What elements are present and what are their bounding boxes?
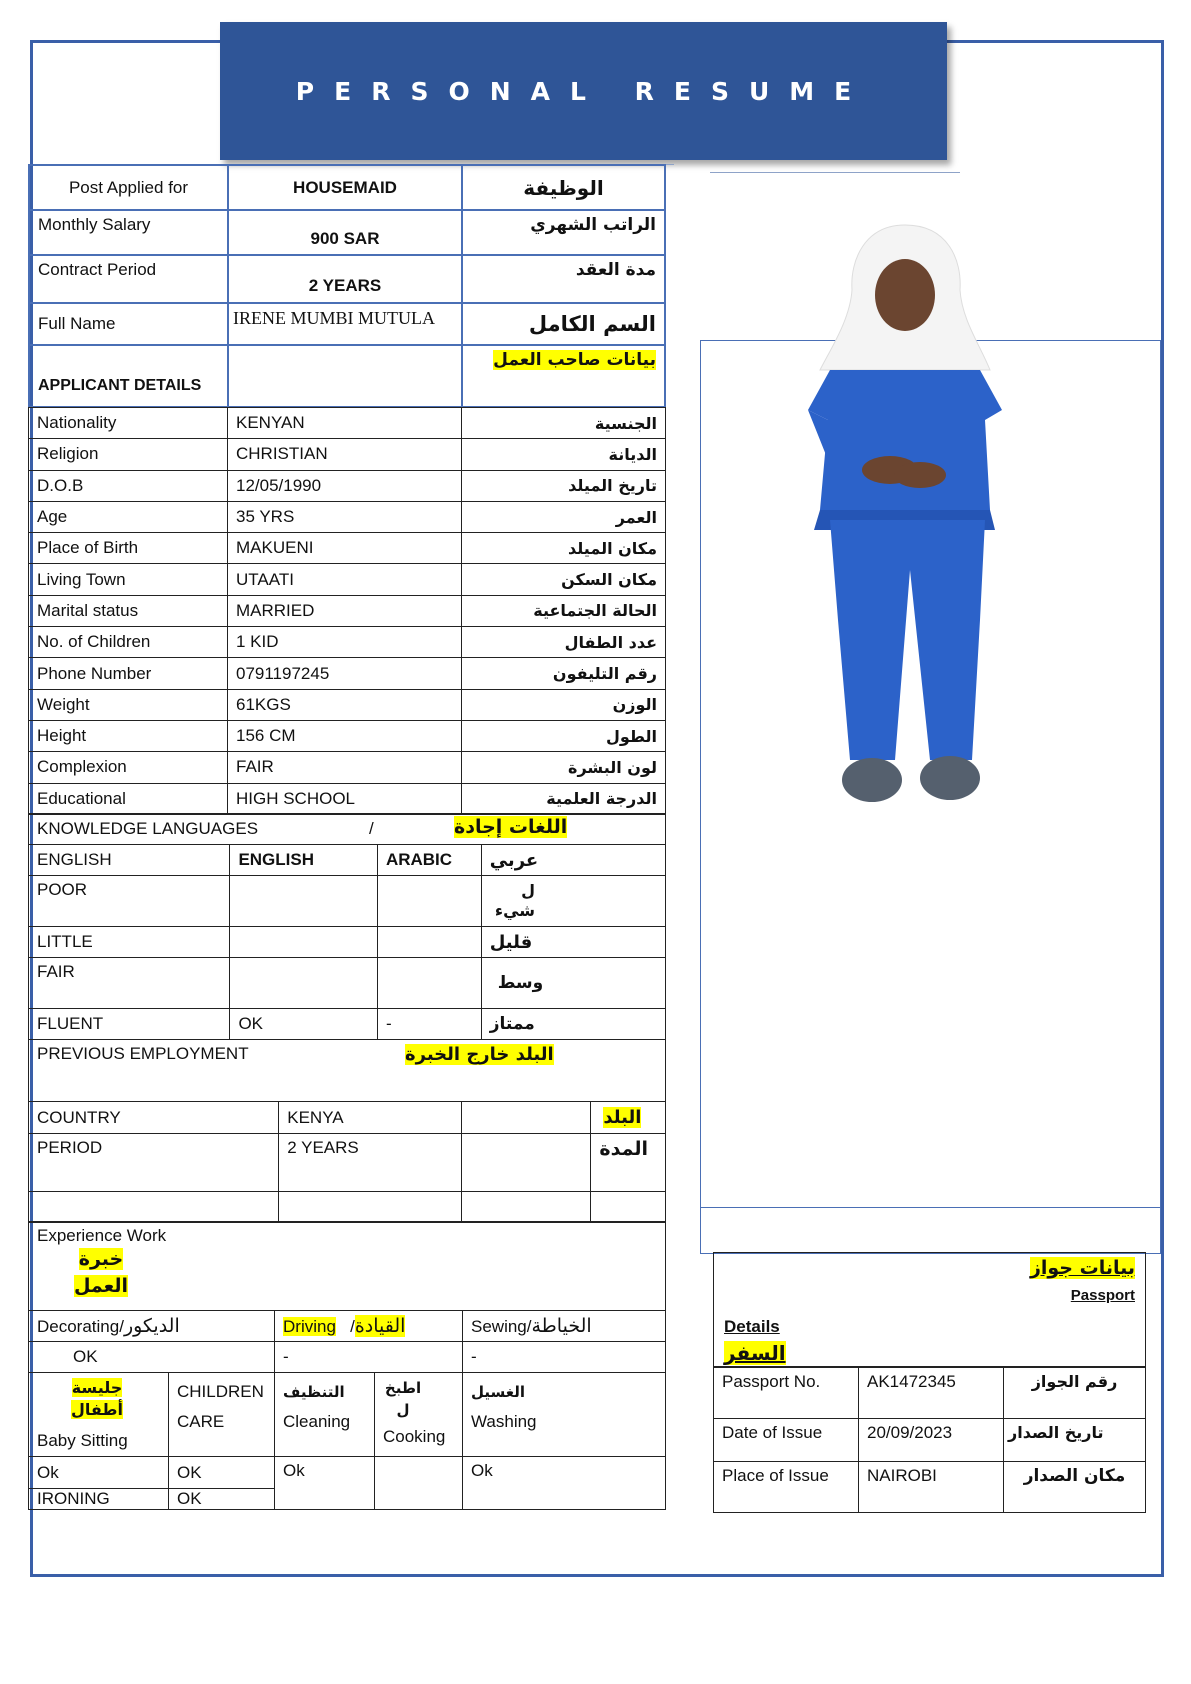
lang-arabic bbox=[377, 876, 481, 927]
lang-level: FAIR bbox=[29, 958, 230, 1009]
divider bbox=[710, 172, 960, 173]
skill-ar: الخياطة bbox=[531, 1315, 592, 1337]
header-arabic: الوظيفة bbox=[462, 165, 665, 210]
header-label: Monthly Salary bbox=[29, 210, 228, 255]
detail-label: Age bbox=[29, 501, 228, 532]
skill-ar: الديكور bbox=[123, 1315, 180, 1337]
skill-en: Sewing/ bbox=[471, 1317, 532, 1336]
lang-en bbox=[230, 876, 378, 927]
table-row bbox=[29, 845, 666, 876]
table-row bbox=[714, 1419, 1146, 1462]
applicant-photo bbox=[790, 220, 1020, 820]
lang-arabic: - bbox=[377, 1009, 481, 1040]
task-ar: جليسة أطفال bbox=[71, 1378, 123, 1419]
applicant-details-ar: بيانات صاحب العمل bbox=[493, 350, 656, 370]
detail-value: FAIR bbox=[228, 752, 462, 783]
languages-title: KNOWLEDGE LANGUAGES bbox=[37, 819, 259, 838]
passport-title-en: Passport bbox=[1070, 1287, 1135, 1304]
passport-header bbox=[713, 1252, 1146, 1367]
task-ar: اطبخ ل bbox=[384, 1379, 422, 1419]
detail-value: CHRISTIAN bbox=[228, 439, 462, 470]
passport-table bbox=[713, 1367, 1146, 1513]
detail-value: 61KGS bbox=[228, 689, 462, 720]
languages-sep: / bbox=[369, 819, 374, 838]
detail-value: 0791197245 bbox=[228, 658, 462, 689]
lang-level: FLUENT bbox=[29, 1009, 230, 1040]
employment-title-cell bbox=[29, 1040, 666, 1102]
table-row bbox=[29, 1373, 666, 1457]
skill-driving bbox=[275, 1311, 463, 1342]
detail-arabic: الطول bbox=[462, 720, 666, 751]
detail-label: Marital status bbox=[29, 595, 228, 626]
header-arabic bbox=[462, 345, 665, 407]
detail-label: Living Town bbox=[29, 564, 228, 595]
header-value: HOUSEMAID bbox=[228, 165, 462, 210]
languages-title-cell bbox=[29, 814, 666, 845]
table-row bbox=[29, 876, 666, 927]
detail-label: Height bbox=[29, 720, 228, 751]
lang-header: ARABIC bbox=[377, 845, 481, 876]
details-table bbox=[28, 407, 666, 815]
table-row bbox=[29, 533, 666, 564]
header-table bbox=[28, 164, 666, 408]
empty-cell bbox=[29, 1192, 279, 1223]
full-name-value: IRENE MUMBI MUTULA bbox=[228, 303, 462, 345]
header-arabic: الراتب الشهري bbox=[462, 210, 665, 255]
page-title: PERSONAL RESUME bbox=[295, 76, 872, 106]
header-arabic: السم الكامل bbox=[462, 303, 665, 345]
employment-title-ar: البلد خارج الخبرة bbox=[405, 1044, 554, 1065]
lang-ar: وسط bbox=[481, 958, 665, 1009]
header-arabic: مدة العقد bbox=[462, 255, 665, 303]
task-value: Ok bbox=[463, 1457, 666, 1510]
detail-label: Educational bbox=[29, 783, 228, 814]
detail-label: Complexion bbox=[29, 752, 228, 783]
table-row bbox=[29, 470, 666, 501]
skill-value: OK bbox=[29, 1342, 275, 1373]
passport-value: 20/09/2023 bbox=[859, 1419, 1004, 1462]
lang-arabic bbox=[377, 958, 481, 1009]
task-label bbox=[29, 1489, 169, 1510]
header-value bbox=[228, 345, 462, 407]
photo-caption-box bbox=[700, 1206, 1161, 1254]
task-ar: الغسيل bbox=[471, 1383, 526, 1401]
detail-arabic: الوزن bbox=[462, 689, 666, 720]
table-row bbox=[29, 958, 666, 1009]
detail-value: KENYAN bbox=[228, 408, 462, 439]
task-value bbox=[169, 1489, 275, 1510]
detail-value: 156 CM bbox=[228, 720, 462, 751]
detail-arabic: عدد الطفال bbox=[462, 627, 666, 658]
table-row bbox=[29, 658, 666, 689]
employment-table bbox=[28, 1039, 666, 1223]
employment-ar: المدة bbox=[591, 1134, 666, 1192]
detail-arabic: العمر bbox=[462, 501, 666, 532]
task-en: CHILDREN bbox=[177, 1382, 264, 1401]
detail-label: Nationality bbox=[29, 408, 228, 439]
experience-title-cell bbox=[29, 1222, 666, 1311]
table-row bbox=[29, 1311, 666, 1342]
table-row bbox=[29, 303, 665, 345]
skill-value: - bbox=[463, 1342, 666, 1373]
detail-label: Place of Birth bbox=[29, 533, 228, 564]
lang-ar: ممتاز bbox=[481, 1009, 665, 1040]
detail-label: Weight bbox=[29, 689, 228, 720]
header-value: 900 SAR bbox=[228, 210, 462, 255]
empty-cell bbox=[462, 1134, 591, 1192]
table-row bbox=[29, 1134, 666, 1192]
header-label: Full Name bbox=[29, 303, 228, 345]
detail-label: Religion bbox=[29, 439, 228, 470]
table-row bbox=[29, 165, 665, 210]
task-en: IRONING bbox=[37, 1489, 110, 1508]
employment-value: 2 YEARS bbox=[279, 1134, 462, 1192]
table-row bbox=[29, 501, 666, 532]
detail-arabic: الدرجة العلمية bbox=[462, 783, 666, 814]
detail-value: MARRIED bbox=[228, 595, 462, 626]
employment-ar-cell bbox=[591, 1102, 666, 1134]
passport-ar: رقم الجواز bbox=[1004, 1368, 1146, 1419]
table-row bbox=[29, 595, 666, 626]
title-banner bbox=[220, 22, 947, 160]
detail-value: 1 KID bbox=[228, 627, 462, 658]
table-row bbox=[29, 1040, 666, 1102]
lang-header-ar: عربي bbox=[481, 845, 665, 876]
detail-label: D.O.B bbox=[29, 470, 228, 501]
table-row bbox=[29, 1457, 666, 1489]
table-row bbox=[29, 439, 666, 470]
task-value: OK bbox=[169, 1457, 275, 1489]
detail-value: 12/05/1990 bbox=[228, 470, 462, 501]
detail-label: No. of Children bbox=[29, 627, 228, 658]
empty-cell bbox=[462, 1192, 591, 1223]
task-value bbox=[375, 1457, 463, 1510]
detail-arabic: مكان الميلد bbox=[462, 533, 666, 564]
task-children bbox=[169, 1373, 275, 1457]
table-row bbox=[29, 1222, 666, 1311]
table-row bbox=[29, 783, 666, 814]
detail-value: UTAATI bbox=[228, 564, 462, 595]
passport-safar: السفر bbox=[724, 1341, 786, 1365]
passport-label: Place of Issue bbox=[714, 1462, 859, 1513]
table-row bbox=[29, 564, 666, 595]
detail-value: 35 YRS bbox=[228, 501, 462, 532]
task-cooking bbox=[375, 1373, 463, 1457]
detail-arabic: مكان السكن bbox=[462, 564, 666, 595]
task-en: CARE bbox=[177, 1412, 225, 1431]
skill-en: Decorating/ bbox=[37, 1317, 124, 1336]
task-en: Cooking bbox=[383, 1427, 446, 1446]
table-row bbox=[714, 1462, 1146, 1513]
lang-en bbox=[230, 927, 378, 958]
header-label: APPLICANT DETAILS bbox=[29, 345, 228, 407]
table-row bbox=[29, 927, 666, 958]
skill-sep: / bbox=[350, 1317, 355, 1336]
table-row bbox=[29, 1192, 666, 1223]
task-baby bbox=[29, 1373, 169, 1457]
task-value: Ok bbox=[275, 1457, 375, 1510]
skill-value: - bbox=[275, 1342, 463, 1373]
table-row bbox=[29, 408, 666, 439]
lang-header: ENGLISH bbox=[29, 845, 230, 876]
table-row bbox=[29, 720, 666, 751]
lang-en: OK bbox=[230, 1009, 378, 1040]
passport-title-ar: بيانات جواز bbox=[1029, 1257, 1135, 1279]
header-value: 2 YEARS bbox=[228, 255, 462, 303]
detail-label: Phone Number bbox=[29, 658, 228, 689]
lang-header: ENGLISH bbox=[230, 845, 378, 876]
employment-value: KENYA bbox=[279, 1102, 462, 1134]
lang-arabic bbox=[377, 927, 481, 958]
experience-table bbox=[28, 1221, 666, 1510]
experience-title-ar-wrap bbox=[71, 1246, 131, 1300]
skill-decorating bbox=[29, 1311, 275, 1342]
table-row bbox=[29, 627, 666, 658]
lang-ar: قليل bbox=[481, 927, 665, 958]
detail-arabic: لون البشرة bbox=[462, 752, 666, 783]
detail-arabic: رقم التليفون bbox=[462, 658, 666, 689]
task-value: Ok bbox=[29, 1457, 169, 1489]
passport-ar: تاريخ الصدار bbox=[1004, 1419, 1146, 1462]
employment-ar: البلد bbox=[603, 1107, 642, 1128]
passport-label: Passport No. bbox=[714, 1368, 859, 1419]
lang-level: POOR bbox=[29, 876, 230, 927]
lang-level: LITTLE bbox=[29, 927, 230, 958]
employment-label: PERIOD bbox=[29, 1134, 279, 1192]
table-row bbox=[29, 689, 666, 720]
passport-ar: مكان الصدار bbox=[1004, 1462, 1146, 1513]
table-row bbox=[714, 1368, 1146, 1419]
header-label: Contract Period bbox=[29, 255, 228, 303]
lang-ar: ل شيء bbox=[481, 876, 665, 927]
skill-en: Driving bbox=[283, 1317, 336, 1336]
task-en: Washing bbox=[471, 1412, 537, 1431]
passport-label: Date of Issue bbox=[714, 1419, 859, 1462]
passport-value: AK1472345 bbox=[859, 1368, 1004, 1419]
passport-value: NAIROBI bbox=[859, 1462, 1004, 1513]
table-row bbox=[29, 345, 665, 407]
task-value-text: OK bbox=[177, 1489, 202, 1508]
lang-en bbox=[230, 958, 378, 1009]
detail-arabic: تاريخ الميلد bbox=[462, 470, 666, 501]
task-en: Cleaning bbox=[283, 1412, 351, 1431]
task-en: Baby Sitting bbox=[37, 1431, 128, 1450]
table-row bbox=[29, 814, 666, 845]
task-washing bbox=[463, 1373, 666, 1457]
experience-title-ar: خبرة العمل bbox=[73, 1248, 129, 1297]
table-row bbox=[29, 255, 665, 303]
task-cleaning bbox=[275, 1373, 375, 1457]
detail-value: HIGH SCHOOL bbox=[228, 783, 462, 814]
detail-value: MAKUENI bbox=[228, 533, 462, 564]
skill-ar: القيادة bbox=[354, 1315, 406, 1337]
languages-title-ar: اللغات إجادة bbox=[454, 816, 568, 838]
experience-title: Experience Work bbox=[37, 1226, 167, 1245]
detail-arabic: الحالة الجتماعية bbox=[462, 595, 666, 626]
header-label: Post Applied for bbox=[29, 165, 228, 210]
table-row bbox=[29, 1102, 666, 1134]
passport-details: Details bbox=[724, 1317, 780, 1336]
empty-cell bbox=[279, 1192, 462, 1223]
detail-arabic: الجنسية bbox=[462, 408, 666, 439]
table-row bbox=[29, 210, 665, 255]
employment-label: COUNTRY bbox=[29, 1102, 279, 1134]
empty-cell bbox=[591, 1192, 666, 1223]
languages-table bbox=[28, 813, 666, 1040]
empty-cell bbox=[462, 1102, 591, 1134]
table-row bbox=[29, 1009, 666, 1040]
employment-title: PREVIOUS EMPLOYMENT bbox=[37, 1044, 249, 1063]
task-ar: التنظيف bbox=[283, 1383, 345, 1401]
detail-arabic: الديانة bbox=[462, 439, 666, 470]
table-row bbox=[29, 752, 666, 783]
table-row bbox=[29, 1342, 666, 1373]
skill-sewing bbox=[463, 1311, 666, 1342]
